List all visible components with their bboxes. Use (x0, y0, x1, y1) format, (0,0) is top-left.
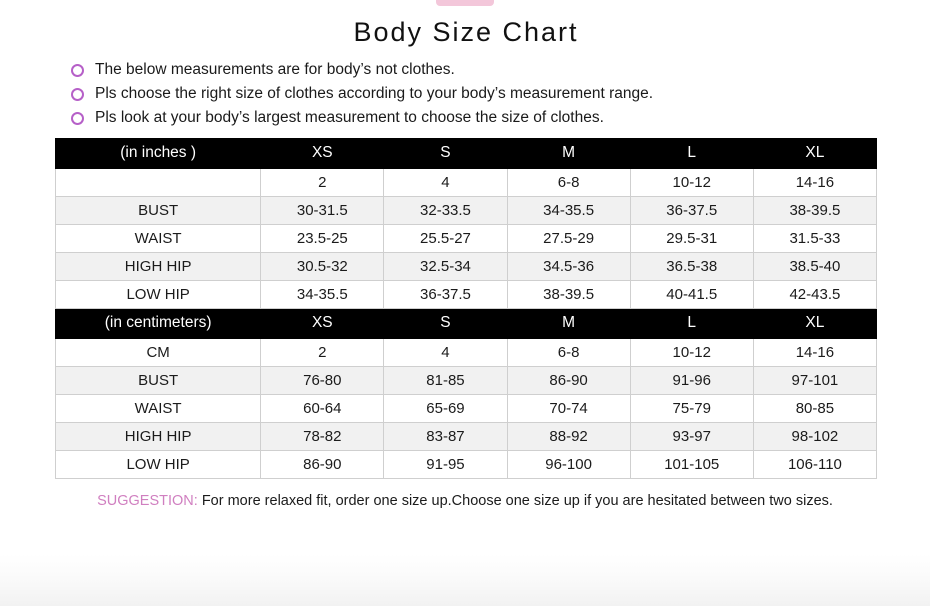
row-value: 14-16 (753, 338, 876, 366)
row-value: 93-97 (630, 422, 753, 450)
note-item (65, 60, 877, 81)
note-text: Pls look at your body’s largest measurement to choose the size of clothes. (95, 108, 604, 126)
row-value: 30.5-32 (261, 252, 384, 280)
row-value: 78-82 (261, 422, 384, 450)
row-value: 76-80 (261, 366, 384, 394)
header-cell: XS (261, 308, 384, 338)
row-value: 86-90 (507, 366, 630, 394)
row-value: 65-69 (384, 394, 507, 422)
header-cell: (in inches ) (56, 138, 261, 168)
table-row (56, 224, 877, 252)
row-label: LOW HIP (56, 280, 261, 308)
row-value: 70-74 (507, 394, 630, 422)
row-value: 10-12 (630, 168, 753, 196)
row-label: HIGH HIP (56, 422, 261, 450)
table-row (56, 450, 877, 478)
row-label: BUST (56, 196, 261, 224)
suggestion-text: For more relaxed fit, order one size up.Choose one size up if you are hesitated between two sizes. (201, 493, 833, 509)
row-value: 97-101 (753, 366, 876, 394)
row-value: 2 (261, 338, 384, 366)
row-value: 32-33.5 (384, 196, 507, 224)
row-label (56, 168, 261, 196)
header-cell: XS (261, 138, 384, 168)
table-row (56, 280, 877, 308)
bottom-gradient (0, 554, 930, 606)
row-value: 101-105 (630, 450, 753, 478)
row-value: 96-100 (507, 450, 630, 478)
header-cell: (in centimeters) (56, 308, 261, 338)
row-value: 10-12 (630, 338, 753, 366)
row-value: 6-8 (507, 338, 630, 366)
notes-list (55, 56, 877, 138)
row-value: 38.5-40 (753, 252, 876, 280)
row-value: 75-79 (630, 394, 753, 422)
table-row (56, 338, 877, 366)
note-item (65, 84, 877, 105)
table-row (56, 252, 877, 280)
row-label: WAIST (56, 394, 261, 422)
row-value: 88-92 (507, 422, 630, 450)
row-value: 29.5-31 (630, 224, 753, 252)
row-value: 14-16 (753, 168, 876, 196)
row-value: 34.5-36 (507, 252, 630, 280)
row-value: 36.5-38 (630, 252, 753, 280)
row-value: 34-35.5 (261, 280, 384, 308)
header-cell: S (384, 308, 507, 338)
row-value: 106-110 (753, 450, 876, 478)
measurements-table (55, 138, 877, 479)
row-value: 80-85 (753, 394, 876, 422)
row-value: 27.5-29 (507, 224, 630, 252)
suggestion-label: SUGGESTION: (97, 493, 198, 509)
row-value: 23.5-25 (261, 224, 384, 252)
row-label: LOW HIP (56, 450, 261, 478)
row-value: 36-37.5 (630, 196, 753, 224)
row-label: HIGH HIP (56, 252, 261, 280)
bullet-circle-icon (71, 112, 84, 125)
row-value: 32.5-34 (384, 252, 507, 280)
note-text: The below measurements are for body’s not clothes. (95, 61, 455, 78)
table-row (56, 168, 877, 196)
row-value: 25.5-27 (384, 224, 507, 252)
row-value: 2 (261, 168, 384, 196)
table-row (56, 422, 877, 450)
header-cell: XL (753, 138, 876, 168)
note-text: Pls choose the right size of clothes according to your body’s measurement range. (95, 84, 654, 102)
row-value: 81-85 (384, 366, 507, 394)
table-header-row-inches (56, 138, 877, 168)
suggestion-line (0, 493, 930, 509)
note-item (65, 108, 877, 129)
row-value: 38-39.5 (753, 196, 876, 224)
table-header-row-centimeters (56, 308, 877, 338)
row-value: 30-31.5 (261, 196, 384, 224)
bullet-circle-icon (71, 88, 84, 101)
header-cell: S (384, 138, 507, 168)
bullet-circle-icon (71, 64, 84, 77)
page-title: Body Size Chart (353, 17, 579, 47)
row-label: WAIST (56, 224, 261, 252)
row-value: 60-64 (261, 394, 384, 422)
header-cell: L (630, 308, 753, 338)
row-value: 36-37.5 (384, 280, 507, 308)
row-value: 38-39.5 (507, 280, 630, 308)
table-row (56, 196, 877, 224)
row-value: 83-87 (384, 422, 507, 450)
row-value: 4 (384, 168, 507, 196)
header-cell: XL (753, 308, 876, 338)
header-cell: M (507, 308, 630, 338)
row-value: 31.5-33 (753, 224, 876, 252)
row-value: 34-35.5 (507, 196, 630, 224)
row-label: CM (56, 338, 261, 366)
table-row (56, 394, 877, 422)
header-cell: L (630, 138, 753, 168)
row-value: 40-41.5 (630, 280, 753, 308)
top-accent-bar (436, 0, 494, 6)
row-label: BUST (56, 366, 261, 394)
table-row (56, 366, 877, 394)
row-value: 98-102 (753, 422, 876, 450)
row-value: 91-96 (630, 366, 753, 394)
row-value: 42-43.5 (753, 280, 876, 308)
row-value: 4 (384, 338, 507, 366)
row-value: 86-90 (261, 450, 384, 478)
row-value: 91-95 (384, 450, 507, 478)
header-cell: M (507, 138, 630, 168)
size-chart-container (55, 14, 877, 479)
row-value: 6-8 (507, 168, 630, 196)
